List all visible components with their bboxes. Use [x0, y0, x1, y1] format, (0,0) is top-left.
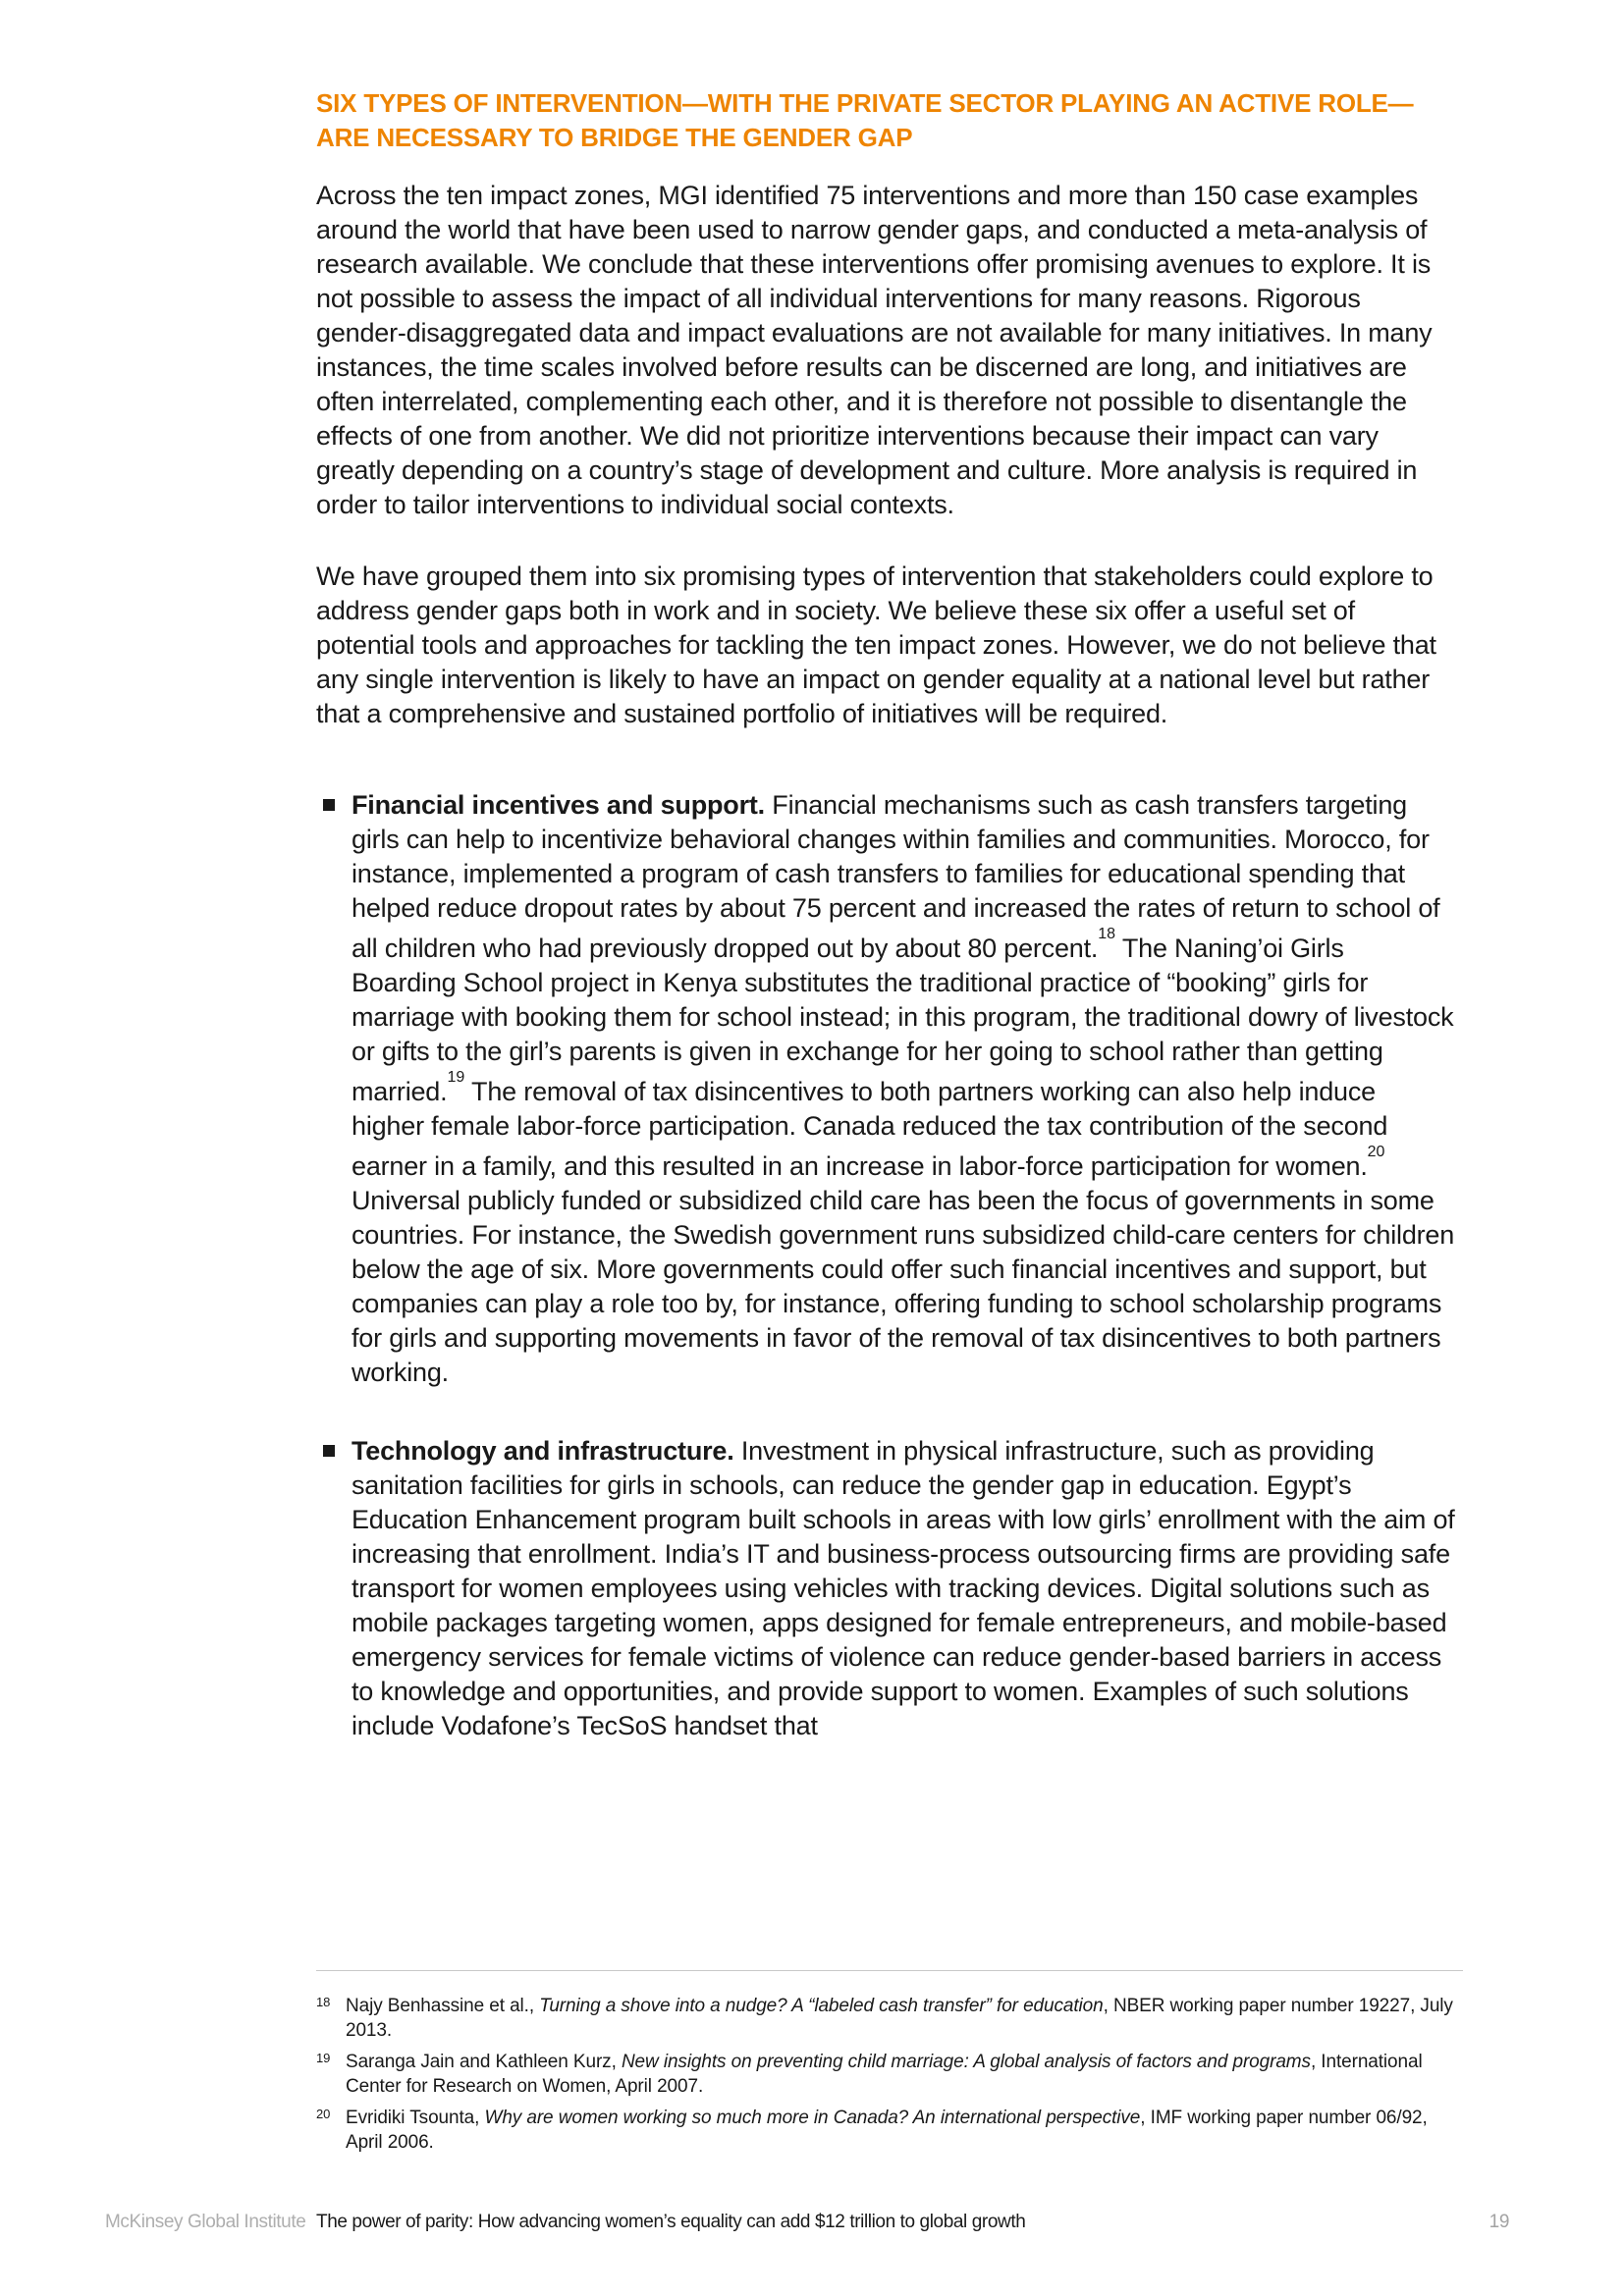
footnote-number: 18 — [316, 1995, 331, 2009]
intervention-bullet-list — [316, 788, 1455, 1743]
footnote-ref: 20 — [1367, 1144, 1385, 1160]
footnote-ref: 19 — [447, 1069, 465, 1086]
bullet-square-icon — [323, 799, 335, 811]
bullet-text: Financial mechanisms such as cash transfers targeting girls can help to incentivize behavioral changes within families and communities. Morocco, for instance, implemented a program of cash transfers to families for educational spending that helped reduce dropout rates by about 75 percent and increased the rates of return to school of all children who had previously dropped out by about 80 percent. — [352, 790, 1440, 963]
paragraph-grouping: We have grouped them into six promising types of intervention that stakeholders could explore to address gender gaps both in work and in society. We believe these six offer a useful set of potential tools and approaches for tackling the ten impact zones. However, we do not believe that any single intervention is likely to have an impact on gender equality at a national level but rather that a comprehensive and sustained portfolio of initiatives will be required. — [316, 561, 1436, 728]
footer-report-title: The power of parity: How advancing women’s equality can add $12 trillion to global growth — [316, 2212, 1026, 2232]
footnote-divider — [316, 1970, 1463, 1971]
footer-page-number: 19 — [1489, 2212, 1509, 2232]
footnotes-section — [316, 1994, 1455, 2162]
footnote-text: Evridiki Tsounta, — [346, 2108, 485, 2128]
footnote-text: , NBER working paper number 19227, July 2013. — [346, 1996, 1453, 2041]
footnote-ref: 18 — [1098, 926, 1116, 942]
bullet-item-technology-infrastructure — [316, 1434, 1455, 1743]
section-heading: SIX TYPES OF INTERVENTION—WITH THE PRIVATE SECTOR PLAYING AN ACTIVE ROLE—ARE NECESSARY TO BRIDGE THE GENDER GAP — [316, 88, 1414, 152]
footnote-text: Najy Benhassine et al., — [346, 1996, 540, 2016]
footnote-text: , International Center for Research on Women, April 2007. — [346, 2052, 1423, 2097]
footnote-item — [316, 2106, 1455, 2155]
bullet-square-icon — [323, 1445, 335, 1457]
footnote-text: , IMF working paper number 06/92, April 2006. — [346, 2108, 1428, 2153]
bullet-text: Investment in physical infrastructure, such as providing sanitation facilities for girls in schools, can reduce the gender gap in education. Egypt’s Education Enhancement program built schools in areas with low girls’ enrollment with the aim of increasing that enrollment. India’s IT and business-process outsourcing firms are providing safe transport for women employees using vehicles with tracking devices. Digital solutions such as mobile packages targeting women, apps designed for female entrepreneurs, and mobile-based emergency services for female victims of violence can reduce gender-based barriers in access to knowledge and opportunities, and provide support to women. Examples of such solutions include Vodafone’s TecSoS handset that — [352, 1436, 1455, 1740]
footnote-number: 19 — [316, 2051, 331, 2065]
footnote-source-title: Turning a shove into a nudge? A “labeled cash transfer” for education — [539, 1996, 1104, 2016]
footnote-item — [316, 1994, 1455, 2043]
footnote-text: Saranga Jain and Kathleen Kurz, — [346, 2052, 622, 2072]
bullet-lead: Technology and infrastructure. — [352, 1436, 734, 1466]
bullet-text: Universal publicly funded or subsidized child care has been the focus of governments in some countries. For instance, the Swedish government runs subsidized child-care centers for children below the age of six. More governments could offer such financial incentives and support, but companies can play a role too by, for instance, offering funding to school scholarship programs for girls and supporting movements in favor of the removal of tax disincentives to both partners working. — [352, 1186, 1455, 1387]
footnote-source-title: Why are women working so much more in Canada? An international perspective — [484, 2108, 1141, 2128]
bullet-item-financial-incentives — [316, 788, 1455, 1390]
bullet-lead: Financial incentives and support. — [352, 790, 765, 820]
footer-brand: McKinsey Global Institute — [105, 2212, 306, 2232]
page-footer — [0, 2211, 1624, 2240]
footnote-source-title: New insights on preventing child marriage: A global analysis of factors and programs — [621, 2052, 1311, 2072]
page-content — [316, 86, 1455, 1743]
bullet-text: The removal of tax disincentives to both partners working can also help induce higher female labor-force participation. Canada reduced the tax contribution of the second earner in a family, and this resulted in an increase in labor-force participation for women. — [352, 1077, 1388, 1181]
footnote-item — [316, 2050, 1455, 2099]
bullet-text: The Naning’oi Girls Boarding School project in Kenya substitutes the traditional practice of “booking” girls for marriage with booking them for school instead; in this program, the traditional dowry of livestock or gifts to the girl’s parents is given in exchange for her going to school rather than getting married. — [352, 934, 1454, 1106]
paragraph-intro: Across the ten impact zones, MGI identified 75 interventions and more than 150 case examples around the world that have been used to narrow gender gaps, and conducted a meta-analysis of research available. We conclude that these interventions offer promising avenues to explore. It is not possible to assess the impact of all individual interventions for many reasons. Rigorous gender-disaggregated data and impact evaluations are not available for many initiatives. In many instances, the time scales involved before results can be discerned are long, and initiatives are often interrelated, complementing each other, and it is therefore not possible to disentangle the effects of one from another. We did not prioritize interventions because their impact can vary greatly depending on a country’s stage of development and culture. More analysis is required in order to tailor interventions to individual social contexts. — [316, 181, 1433, 519]
footnote-number: 20 — [316, 2107, 331, 2121]
